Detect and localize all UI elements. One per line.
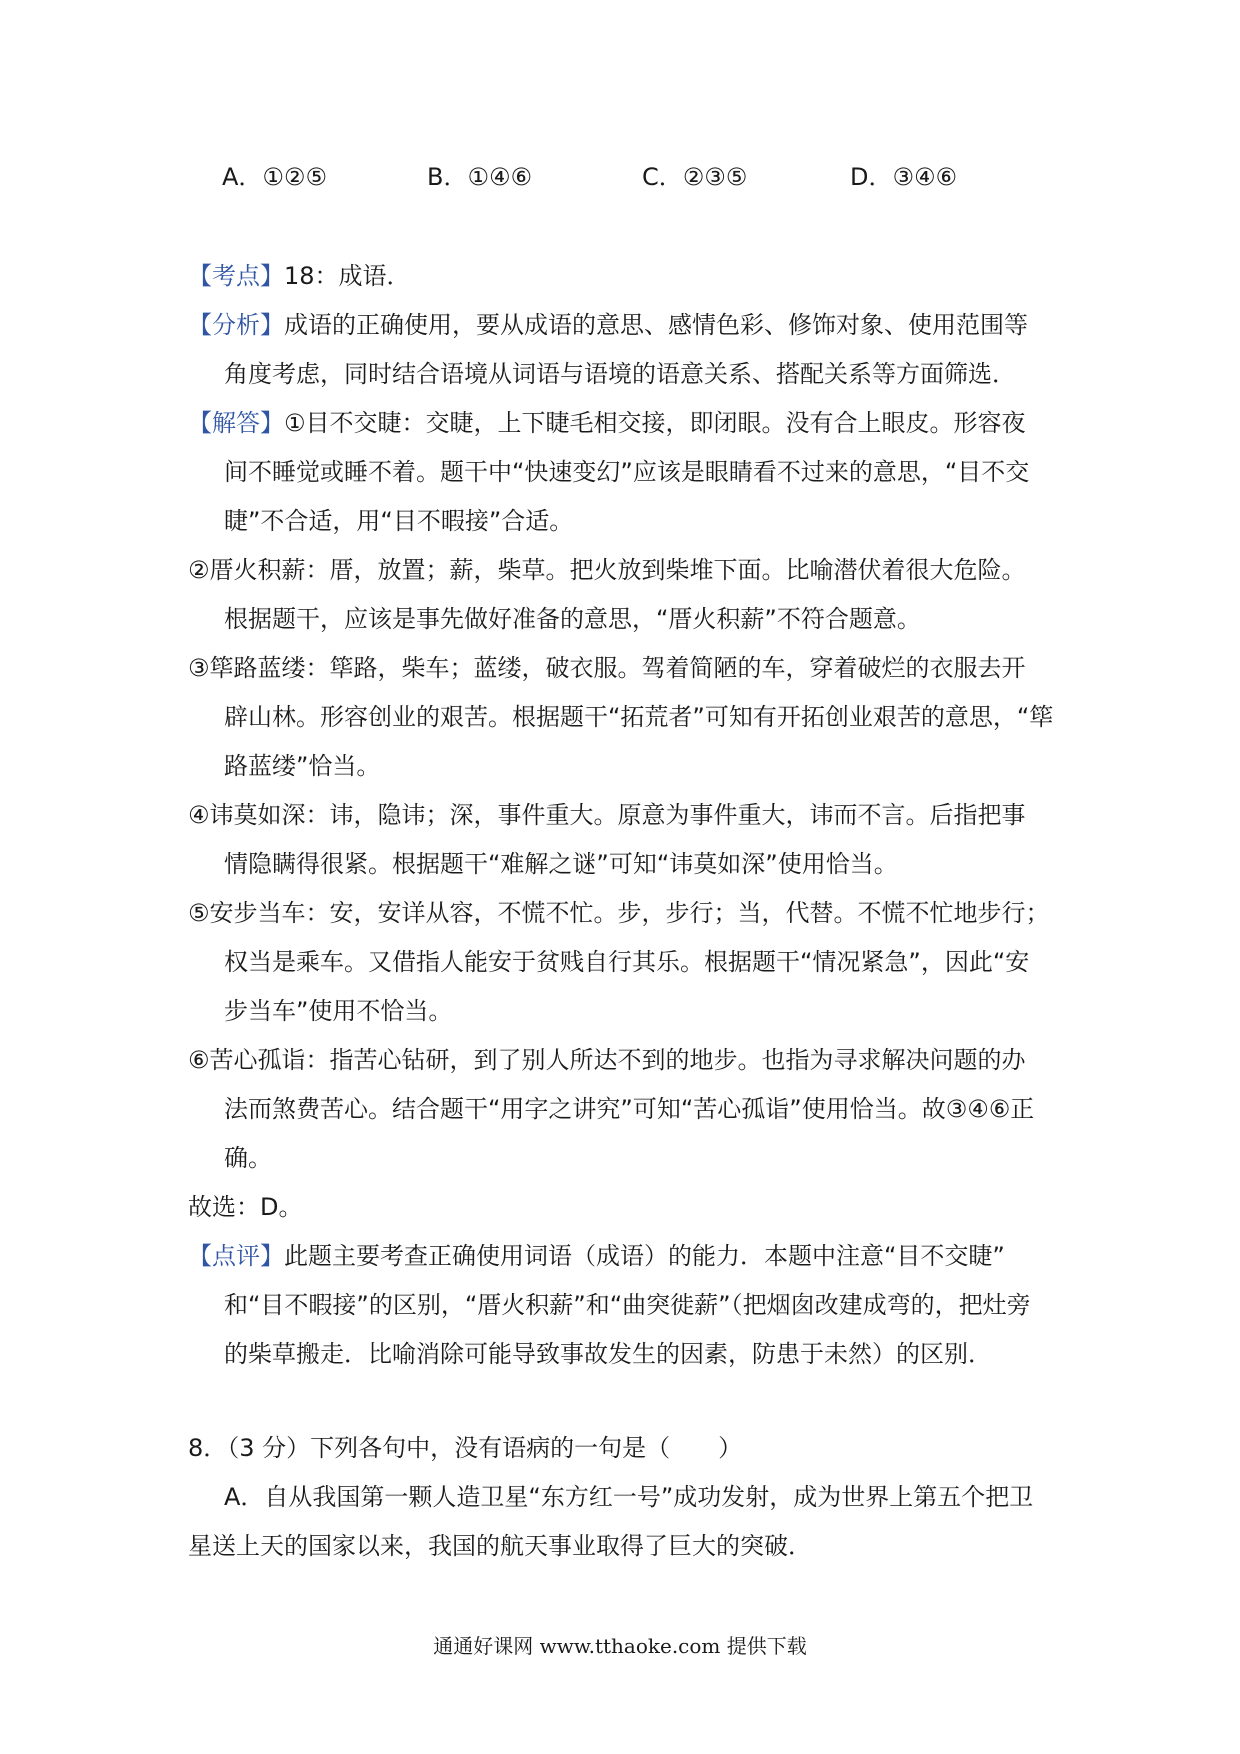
item-6-line-1: ⑥苦心孤诣：指苦心钻研，到了别人所达不到的地步。也指为寻求解决问题的办 [188,1046,1026,1074]
question-8-block [188,1424,1068,1571]
item-5-line-2: 权当是乘车。又借指人能安于贫贱自行其乐。根据题干“情况紧急”，因此“安 [224,948,1030,976]
option-a: A．①②⑤ [222,163,327,191]
item-4-line-2: 情隐瞒得很紧。根据题干“难解之谜”可知“讳莫如深”使用恰当。 [224,850,898,878]
dianping-tag: 【点评】 [188,1242,284,1270]
item-5-line-3: 步当车”使用不恰当。 [224,997,453,1025]
question-8-stem: 8．（3 分）下列各句中，没有语病的一句是（ ） [188,1434,743,1462]
item-3-line-1: ③筚路蓝缕：筚路，柴车；蓝缕，破衣服。驾着简陋的车，穿着破烂的衣服去开 [188,654,1026,682]
final-answer: 故选：D。 [188,1193,303,1221]
option-d: D．③④⑥ [850,163,958,191]
item-2-line-2: 根据题干，应该是事先做好准备的意思，“厝火积薪”不符合题意。 [224,605,921,633]
question-8-option-a-line-1: A．自从我国第一颗人造卫星“东方红一号”成功发射，成为世界上第五个把卫 [224,1483,1034,1511]
jieda-line-1 [188,399,1068,448]
jieda-tag: 【解答】 [188,409,284,437]
item-6-line-3: 确。 [224,1144,272,1172]
fenxi-tag: 【分析】 [188,311,284,339]
kaodian-text: 18：成语． [284,262,411,290]
item-5-line-1: ⑤安步当车：安，安详从容，不慌不忙。步，步行；当，代替。不慌不忙地步行； [188,899,1050,927]
option-b: B．①④⑥ [427,163,533,191]
answer-options-row [222,160,1022,194]
kaodian-line [188,252,1068,301]
jieda-text-1: ①目不交睫：交睫，上下睫毛相交接，即闭眼。没有合上眼皮。形容夜 [284,409,1026,437]
fenxi-line-2: 角度考虑，同时结合语境从词语与语境的语意关系、搭配关系等方面筛选． [224,360,1016,388]
item-4-line-1: ④讳莫如深：讳，隐讳；深，事件重大。原意为事件重大，讳而不言。后指把事 [188,801,1026,829]
dianping-text-1: 此题主要考查正确使用词语（成语）的能力．本题中注意“目不交睫” [284,1242,1005,1270]
item-2-line-1: ②厝火积薪：厝，放置；薪，柴草。把火放到柴堆下面。比喻潜伏着很大危险。 [188,556,1026,584]
question-8-option-a-line-2: 星送上天的国家以来，我国的航天事业取得了巨大的突破． [188,1532,812,1560]
dianping-line-1 [188,1232,1068,1281]
dianping-line-2: 和“目不暇接”的区别，“厝火积薪”和“曲突徙薪”（把烟囱改建成弯的，把灶旁 [224,1291,1031,1319]
option-c: C．②③⑤ [642,163,748,191]
fenxi-text-1: 成语的正确使用，要从成语的意思、感情色彩、修饰对象、使用范围等 [284,311,1028,339]
item-3-line-3: 路蓝缕”恰当。 [224,752,381,780]
item-3-line-2: 辟山林。形容创业的艰苦。根据题干“拓荒者”可知有开拓创业艰苦的意思，“筚 [224,703,1054,731]
jieda-line-2: 间不睡觉或睡不着。题干中“快速变幻”应该是眼睛看不过来的意思，“目不交 [224,458,1030,486]
page-footer: 通通好课网 www.tthaoke.com 提供下载 [433,1634,807,1658]
dianping-line-3: 的柴草搬走．比喻消除可能导致事故发生的因素，防患于未然）的区别． [224,1340,992,1368]
kaodian-tag: 【考点】 [188,262,284,290]
jieda-line-3: 睫”不合适，用“目不暇接”合适。 [224,507,574,535]
explanation-block [188,252,1068,1379]
fenxi-line-1 [188,301,1068,350]
item-6-line-2: 法而煞费苦心。结合题干“用字之讲究”可知“苦心孤诣”使用恰当。故③④⑥正 [224,1095,1035,1123]
